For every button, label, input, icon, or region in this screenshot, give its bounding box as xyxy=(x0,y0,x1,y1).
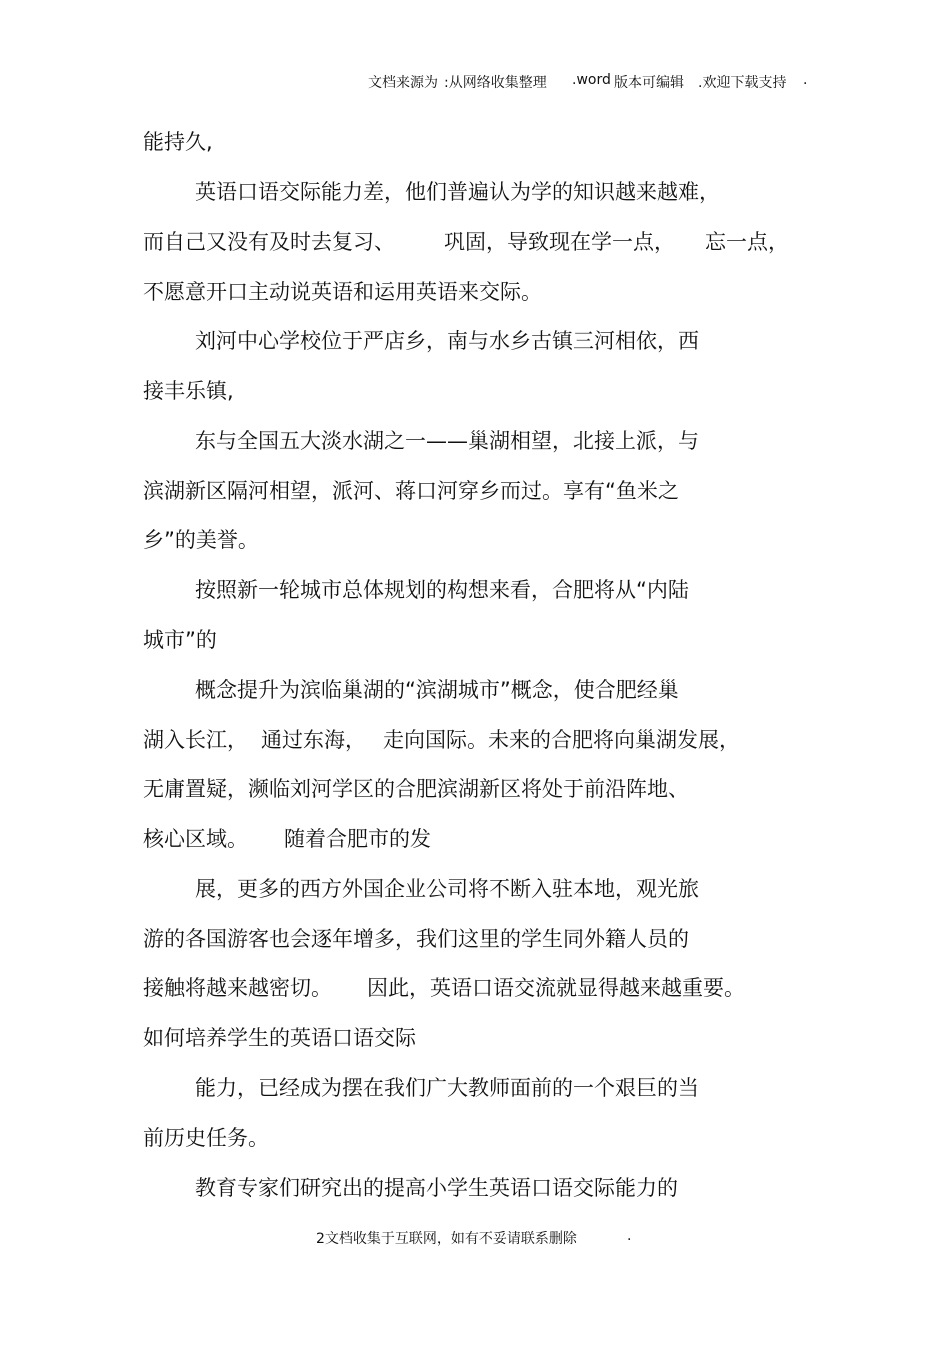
text-line xyxy=(0,1173,950,1203)
text-line xyxy=(0,326,950,356)
text-segment: 而自己又没有及时去复习、 xyxy=(143,230,395,254)
text-segment: 前历史任务。 xyxy=(143,1126,269,1150)
text-line xyxy=(0,625,950,655)
header-source: 文档来源为 xyxy=(368,75,438,91)
header-editable: 版本可编辑 xyxy=(614,75,684,91)
text-line xyxy=(0,1023,950,1053)
text-segment: 能力，已经成为摆在我们广大教师面前的一个艰巨的当 xyxy=(195,1076,699,1100)
text-line xyxy=(0,376,950,406)
text-segment: 接触将越来越密切。 xyxy=(143,976,332,1000)
text-line xyxy=(0,575,950,605)
header-welcome: .欢迎下载支持 xyxy=(698,75,787,91)
text-line xyxy=(0,973,950,1003)
text-segment: 城市”的 xyxy=(143,628,217,652)
footer-dot: . xyxy=(627,1228,632,1244)
text-segment: 英语口语交际能力差，他们普遍认为学的知识越来越难， xyxy=(195,180,720,204)
text-segment: 随着合肥市的发 xyxy=(284,827,431,851)
text-segment: 滨湖新区隔河相望，派河、蒋口河穿乡而过。享有“鱼米之 xyxy=(143,479,679,503)
text-segment: 通过东海， xyxy=(261,728,366,752)
text-line xyxy=(0,476,950,506)
text-segment: 东与全国五大淡水湖之一——巢湖相望，北接上派，与 xyxy=(195,429,699,453)
header-word: .word xyxy=(572,72,611,88)
text-segment: 忘一点， xyxy=(705,230,789,254)
text-line xyxy=(0,277,950,307)
text-line xyxy=(0,525,950,555)
text-segment: 接丰乐镇, xyxy=(143,379,234,403)
page-header xyxy=(0,72,950,92)
page-footer xyxy=(0,1228,950,1248)
text-line xyxy=(0,824,950,854)
text-line xyxy=(0,774,950,804)
text-line xyxy=(0,725,950,755)
footer-text: 2文档收集于互联网，如有不妥请联系删除 xyxy=(316,1231,577,1247)
text-segment: 不愿意开口主动说英语和运用英语来交际。 xyxy=(143,280,542,304)
text-segment: 能持久, xyxy=(143,130,213,154)
text-line xyxy=(0,426,950,456)
text-line xyxy=(0,127,950,157)
text-segment: 概念提升为滨临巢湖的“滨湖城市”概念，使合肥经巢 xyxy=(195,678,679,702)
text-line xyxy=(0,227,950,257)
text-segment: 按照新一轮城市总体规划的构想来看，合肥将从“内陆 xyxy=(195,578,689,602)
text-segment: 游的各国游客也会逐年增多，我们这里的学生同外籍人员的 xyxy=(143,927,689,951)
text-segment: 展，更多的西方外国企业公司将不断入驻本地，观光旅 xyxy=(195,877,699,901)
text-line xyxy=(0,924,950,954)
text-segment: 湖入长江， xyxy=(143,728,248,752)
text-line xyxy=(0,177,950,207)
text-segment: 核心区域。 xyxy=(143,827,248,851)
text-segment: 教育专家们研究出的提高小学生英语口语交际能力的 xyxy=(195,1176,678,1200)
text-segment: 因此，英语口语交流就显得越来越重要。 xyxy=(367,976,745,1000)
text-segment: 无庸置疑，濒临刘河学区的合肥滨湖新区将处于前沿阵地、 xyxy=(143,777,689,801)
text-line xyxy=(0,675,950,705)
text-segment: 刘河中心学校位于严店乡，南与水乡古镇三河相依，西 xyxy=(195,329,699,353)
text-segment: 如何培养学生的英语口语交际 xyxy=(143,1026,416,1050)
text-line xyxy=(0,1073,950,1103)
text-line xyxy=(0,874,950,904)
header-collected: :从网络收集整理 xyxy=(444,75,547,91)
text-segment: 巩固，导致现在学一点， xyxy=(444,230,675,254)
text-segment: 走向国际。未来的合肥将向巢湖发展， xyxy=(383,728,740,752)
text-line xyxy=(0,1123,950,1153)
text-segment: 乡”的美誉。 xyxy=(143,528,259,552)
header-dot: . xyxy=(803,72,808,88)
